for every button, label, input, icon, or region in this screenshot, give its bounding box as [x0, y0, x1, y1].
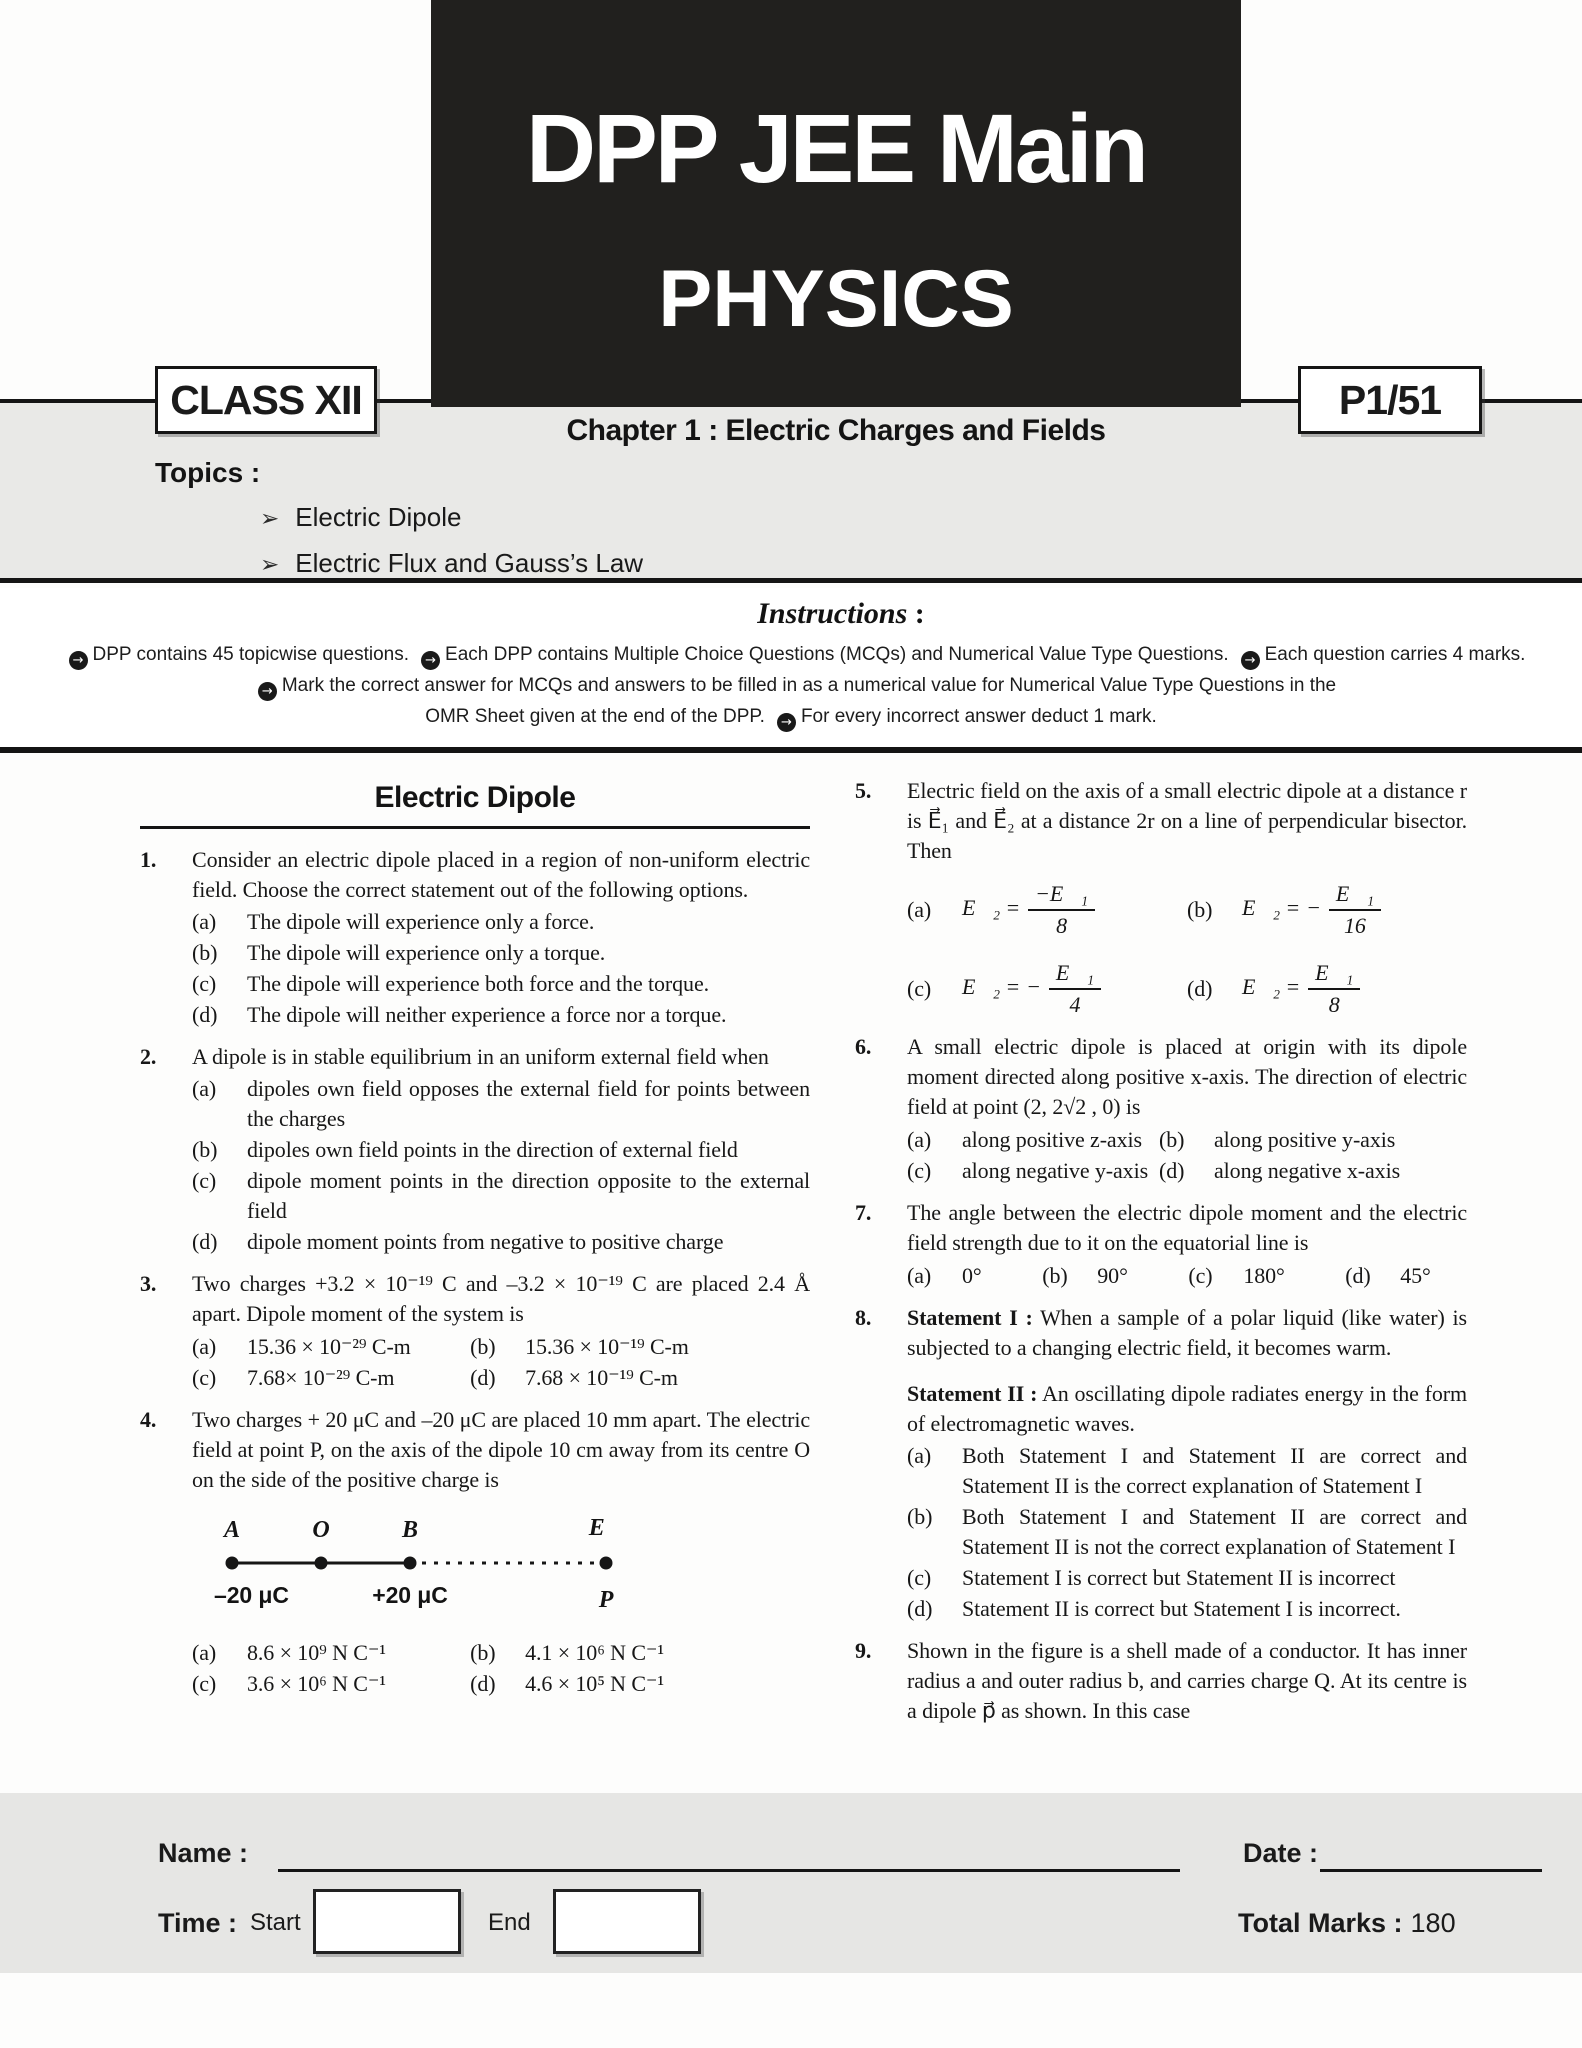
figure-charge-label: +20 μC: [372, 1582, 448, 1608]
option-label: (c): [907, 1565, 932, 1590]
option-formula: [1242, 879, 1381, 941]
question-9: [855, 1636, 1467, 1726]
option-text: along negative x-axis: [1214, 1158, 1401, 1183]
option-text: 4.1 × 10⁶ N C⁻¹: [525, 1640, 664, 1665]
instruction-text: Mark the correct answer for MCQs and answers to be filled in as a numerical value for Numerical Value Type Questions in the: [281, 675, 1337, 696]
topic-item: [260, 546, 643, 583]
option-text: Both Statement I and Statement II are correct and Statement II is not the correct explanation of Statement I: [962, 1504, 1467, 1559]
left-column: [140, 780, 810, 1711]
option: [192, 1166, 810, 1226]
instructions-title: [0, 588, 1582, 632]
option-label: (a): [907, 897, 932, 922]
option-text: Statement II is correct but Statement I is incorrect.: [962, 1596, 1401, 1621]
option-text: along positive y-axis: [1214, 1127, 1396, 1152]
question-body: [907, 1303, 1467, 1624]
formula-lhs: E⃗₂ =: [962, 974, 1021, 1000]
option-label: (b): [907, 1504, 933, 1529]
option: [192, 938, 810, 968]
option-text: 45°: [1400, 1263, 1431, 1288]
option-label: (a): [192, 1076, 217, 1101]
options: [192, 907, 810, 1030]
option-label: (d): [470, 1365, 496, 1390]
option: [907, 1563, 1467, 1593]
paragraph-text: A small electric dipole is placed at origin with its dipole moment directed along positive x-axis. The direction of electric field at point (2, 2√2 , 0) is: [907, 1034, 1467, 1119]
option-label: (b): [1187, 897, 1213, 922]
option-text: The dipole will experience only a force.: [247, 909, 595, 934]
option: [907, 879, 1187, 941]
circle-arrow-icon: →: [1241, 651, 1260, 670]
footer-band: [0, 1793, 1582, 1973]
option: [192, 1332, 470, 1362]
fraction: [1049, 958, 1101, 1020]
question-number: 5.: [855, 778, 872, 803]
instruction-text: Each DPP contains Multiple Choice Questions (MCQs) and Numerical Value Type Questions.: [445, 644, 1229, 665]
option-label: (d): [192, 1002, 218, 1027]
option-label: (c): [1188, 1263, 1213, 1288]
option: [192, 1227, 810, 1257]
paragraph-text: Two charges +3.2 × 10⁻¹⁹ C and –3.2 × 10⁻¹⁹ C are placed 2.4 Å apart. Dipole moment of the system is: [192, 1271, 810, 1326]
option-label: (a): [907, 1263, 932, 1288]
instruction-text: Each question carries 4 marks.: [1264, 644, 1526, 665]
total-marks: [1238, 1907, 1456, 1939]
name-label: Name :: [158, 1838, 249, 1868]
paragraph-text: The angle between the electric dipole moment and the electric field strength due to it on the equatorial line is: [907, 1200, 1467, 1255]
option-text: 0°: [962, 1263, 982, 1288]
name-line[interactable]: [278, 1833, 1180, 1872]
topic-label: Electric Dipole: [295, 502, 462, 532]
option-text: The dipole will experience only a torque.: [247, 940, 606, 965]
option: [1345, 1261, 1467, 1291]
numerator: E⃗₁: [1049, 958, 1101, 990]
question-paragraph: [907, 1198, 1467, 1258]
option: [192, 1669, 470, 1699]
denominator: 8: [1328, 992, 1340, 1017]
option-label: (d): [1159, 1158, 1185, 1183]
option: [1187, 879, 1467, 941]
topics-label: Topics :: [155, 457, 261, 488]
point-p-dot: [600, 1557, 613, 1570]
question-6: [855, 1032, 1467, 1186]
option-label: (c): [907, 976, 932, 1001]
option: [470, 1638, 810, 1668]
question-body: [192, 1405, 810, 1699]
option: [907, 1502, 1467, 1562]
denominator: 4: [1069, 992, 1081, 1017]
circle-arrow-icon: →: [421, 651, 440, 670]
option-label: (d): [1187, 976, 1213, 1001]
denominator: 8: [1056, 913, 1067, 938]
question-paragraph: [907, 1379, 1467, 1439]
paragraph-text: An oscillating dipole radiates energy in the form of electromagnetic waves.: [907, 1381, 1468, 1436]
option-formula: [962, 879, 1095, 941]
start-label: Start: [250, 1909, 301, 1936]
question-1: [140, 845, 810, 1030]
statement-lead: Statement I :: [907, 1305, 1033, 1330]
point-a-dot: [226, 1557, 239, 1570]
options: [907, 1260, 1467, 1291]
point-o-dot: [315, 1557, 328, 1570]
question-number: 7.: [855, 1200, 872, 1225]
date-line[interactable]: [1320, 1833, 1542, 1872]
option: [1187, 958, 1467, 1020]
question-paragraph: [907, 1636, 1467, 1726]
option: [192, 1074, 810, 1134]
statement-lead: Statement II :: [907, 1381, 1038, 1406]
option-text: dipole moment points from negative to positive charge: [247, 1229, 724, 1254]
dipole-figure-svg: [214, 1505, 644, 1617]
formula-lhs: E⃗₂ =: [1242, 974, 1301, 1000]
page-number-badge: P1/51: [1298, 366, 1482, 434]
question-paragraph: [907, 776, 1467, 866]
figure-point-label: A: [224, 1517, 240, 1543]
instructions-title-text: Instructions: [757, 597, 908, 630]
paragraph-text: When a sample of a polar liquid (like water) is subjected to a changing electric field, it becomes warm.: [907, 1305, 1467, 1360]
numerator: E⃗₁: [1329, 879, 1381, 911]
option-label: (c): [192, 1365, 217, 1390]
option-label: (a): [907, 1127, 932, 1152]
start-time-box[interactable]: [313, 1889, 461, 1954]
topic-label: Electric Flux and Gauss’s Law: [295, 548, 644, 578]
option: [907, 1261, 1042, 1291]
header-banner: [431, 0, 1241, 407]
question-2: [140, 1042, 810, 1257]
paragraph-text: Shown in the figure is a shell made of a conductor. It has inner radius a and outer radius b, and carries charge Q. At its centre is a dipole p⃗ as shown. In this case: [907, 1638, 1467, 1723]
right-column: [855, 776, 1467, 1738]
question-number: 8.: [855, 1305, 872, 1330]
fraction: [1308, 958, 1360, 1020]
option-text: along negative y-axis: [962, 1158, 1149, 1183]
instruction-text: For every incorrect answer deduct 1 mark.: [800, 706, 1157, 727]
option-label: (d): [470, 1671, 496, 1696]
topics-list: [260, 500, 643, 592]
question-body: [907, 1198, 1467, 1291]
fraction: [1329, 879, 1381, 941]
option-label: (b): [192, 940, 218, 965]
option-label: (c): [192, 1671, 217, 1696]
option: [192, 1363, 470, 1393]
question-paragraph: [907, 1032, 1467, 1122]
instruction-text: DPP contains 45 topicwise questions.: [92, 644, 410, 665]
instruction-line: [0, 701, 1582, 732]
option-text: 15.36 × 10⁻²⁹ C-m: [247, 1334, 411, 1359]
chapter-title: Chapter 1 : Electric Charges and Fields: [566, 414, 1106, 447]
option-label: (a): [192, 1334, 217, 1359]
option: [192, 1638, 470, 1668]
option-text: 7.68× 10⁻²⁹ C-m: [247, 1365, 395, 1390]
instructions-title-colon: :: [907, 597, 925, 630]
figure-point-label: P: [598, 1587, 614, 1613]
question-number: 4.: [140, 1407, 157, 1432]
options: [907, 1441, 1467, 1624]
dipole-figure: [214, 1505, 810, 1625]
question-paragraph: [192, 845, 810, 905]
subject-title: PHYSICS: [658, 254, 1014, 344]
option-text: Statement I is correct but Statement II is incorrect: [962, 1565, 1396, 1590]
paragraph-text: Two charges + 20 μC and –20 μC are placed 10 mm apart. The electric field at point P, on the axis of the dipole 10 cm away from its centre O on the side of the positive charge is: [192, 1407, 810, 1492]
instruction-line: [0, 670, 1582, 701]
question-5: [855, 776, 1467, 1020]
paragraph-text: Electric field on the axis of a small electric dipole at a distance r is E⃗₁ and E⃗₂ at a distance 2r on a line of perpendicular bisector. Then: [907, 778, 1467, 863]
option: [907, 1594, 1467, 1624]
instructions-section: [0, 588, 1582, 753]
question-4: [140, 1405, 810, 1699]
option-label: (a): [907, 1443, 932, 1468]
option-text: 7.68 × 10⁻¹⁹ C-m: [525, 1365, 678, 1390]
option-text: The dipole will neither experience a force nor a torque.: [247, 1002, 727, 1027]
point-b-dot: [404, 1557, 417, 1570]
option-text: 3.6 × 10⁶ N C⁻¹: [247, 1671, 386, 1696]
question-8: [855, 1303, 1467, 1624]
end-time-box[interactable]: [553, 1889, 701, 1954]
option: [907, 1156, 1159, 1186]
topic-item: [260, 500, 643, 537]
option-label: (b): [470, 1334, 496, 1359]
question-body: [907, 776, 1467, 1020]
question-3: [140, 1269, 810, 1393]
option: [192, 969, 810, 999]
section-header: Electric Dipole: [140, 780, 810, 829]
options: [192, 1331, 810, 1393]
end-label: End: [488, 1909, 531, 1936]
minus-sign: −: [1306, 895, 1321, 921]
option: [907, 1125, 1159, 1155]
option-text: 180°: [1243, 1263, 1285, 1288]
option-text: dipoles own field opposes the external field for points between the charges: [247, 1076, 810, 1131]
paragraph-text: Consider an electric dipole placed in a region of non-uniform electric field. Choose the correct statement out of the following options.: [192, 847, 810, 902]
topic-arrow-icon: ➢: [260, 552, 280, 578]
option: [1159, 1125, 1467, 1155]
option: [907, 1441, 1467, 1501]
option-label: (a): [192, 1640, 217, 1665]
option: [470, 1332, 810, 1362]
options: [192, 1637, 810, 1699]
question-7: [855, 1198, 1467, 1291]
option: [907, 958, 1187, 1020]
class-badge: CLASS XII: [155, 366, 377, 434]
options: [192, 1074, 810, 1257]
option-label: (b): [1042, 1263, 1068, 1288]
option: [192, 907, 810, 937]
date-label: Date :: [1243, 1838, 1319, 1868]
option-label: (c): [192, 1168, 217, 1193]
denominator: 16: [1344, 913, 1366, 938]
formula-lhs: E⃗₂ =: [1242, 895, 1301, 921]
option-label: (c): [192, 971, 217, 996]
option-text: 90°: [1097, 1263, 1128, 1288]
question-number: 9.: [855, 1638, 872, 1663]
question-paragraph: [192, 1042, 810, 1072]
instruction-text: OMR Sheet given at the end of the DPP.: [425, 706, 765, 727]
option: [1159, 1156, 1467, 1186]
question-body: [907, 1636, 1467, 1726]
figure-point-label: O: [312, 1517, 330, 1543]
option-label: (c): [907, 1158, 932, 1183]
numerator: −E⃗₁: [1028, 879, 1095, 911]
topic-arrow-icon: ➢: [260, 506, 280, 532]
figure-field-label: E⃗: [588, 1515, 624, 1541]
circle-arrow-icon: →: [69, 651, 88, 670]
options: [907, 1124, 1467, 1186]
option-label: (d): [192, 1229, 218, 1254]
options: [907, 878, 1467, 1020]
option-text: dipole moment points in the direction opposite to the external field: [247, 1168, 810, 1223]
instruction-line: [0, 639, 1582, 670]
page-title: DPP JEE Main: [526, 94, 1146, 203]
question-paragraph: [192, 1405, 810, 1495]
option-formula: [1242, 958, 1360, 1020]
option: [1188, 1261, 1345, 1291]
option-formula: [962, 958, 1101, 1020]
option: [192, 1135, 810, 1165]
question-body: [907, 1032, 1467, 1186]
formula-lhs: E⃗₂ =: [962, 895, 1021, 921]
option-text: dipoles own field points in the direction of external field: [247, 1137, 738, 1162]
option-text: 15.36 × 10⁻¹⁹ C-m: [525, 1334, 689, 1359]
figure-charge-label: –20 μC: [214, 1582, 289, 1608]
option: [470, 1363, 810, 1393]
option: [470, 1669, 810, 1699]
option-text: 4.6 × 10⁵ N C⁻¹: [525, 1671, 664, 1696]
option: [1042, 1261, 1188, 1291]
question-number: 1.: [140, 847, 157, 872]
option-label: (a): [192, 909, 217, 934]
total-marks-label: Total Marks :: [1238, 1908, 1403, 1938]
option-text: 8.6 × 10⁹ N C⁻¹: [247, 1640, 386, 1665]
paragraph-text: A dipole is in stable equilibrium in an uniform external field when: [192, 1044, 769, 1069]
numerator: E⃗₁: [1308, 958, 1360, 990]
figure-point-label: B: [402, 1517, 418, 1543]
option-label: (d): [907, 1596, 933, 1621]
question-paragraph: [192, 1269, 810, 1329]
option: [192, 1000, 810, 1030]
option-label: (b): [470, 1640, 496, 1665]
option-label: (b): [1159, 1127, 1185, 1152]
minus-sign: −: [1026, 974, 1041, 1000]
option-text: The dipole will experience both force and the torque.: [247, 971, 710, 996]
total-marks-value: 180: [1410, 1908, 1456, 1938]
question-number: 6.: [855, 1034, 872, 1059]
question-body: [192, 1042, 810, 1257]
time-label: Time :: [158, 1908, 238, 1938]
instruction-lines: [0, 639, 1582, 732]
option-label: (d): [1345, 1263, 1371, 1288]
circle-arrow-icon: →: [258, 682, 277, 701]
question-number: 3.: [140, 1271, 157, 1296]
question-number: 2.: [140, 1044, 157, 1069]
question-body: [192, 1269, 810, 1393]
circle-arrow-icon: →: [777, 713, 796, 732]
option-label: (b): [192, 1137, 218, 1162]
question-body: [192, 845, 810, 1030]
option-text: along positive z-axis: [962, 1127, 1142, 1152]
question-paragraph: [907, 1303, 1467, 1363]
option-text: Both Statement I and Statement II are correct and Statement II is the correct explanation of Statement I: [962, 1443, 1467, 1498]
fraction: [1028, 879, 1095, 941]
